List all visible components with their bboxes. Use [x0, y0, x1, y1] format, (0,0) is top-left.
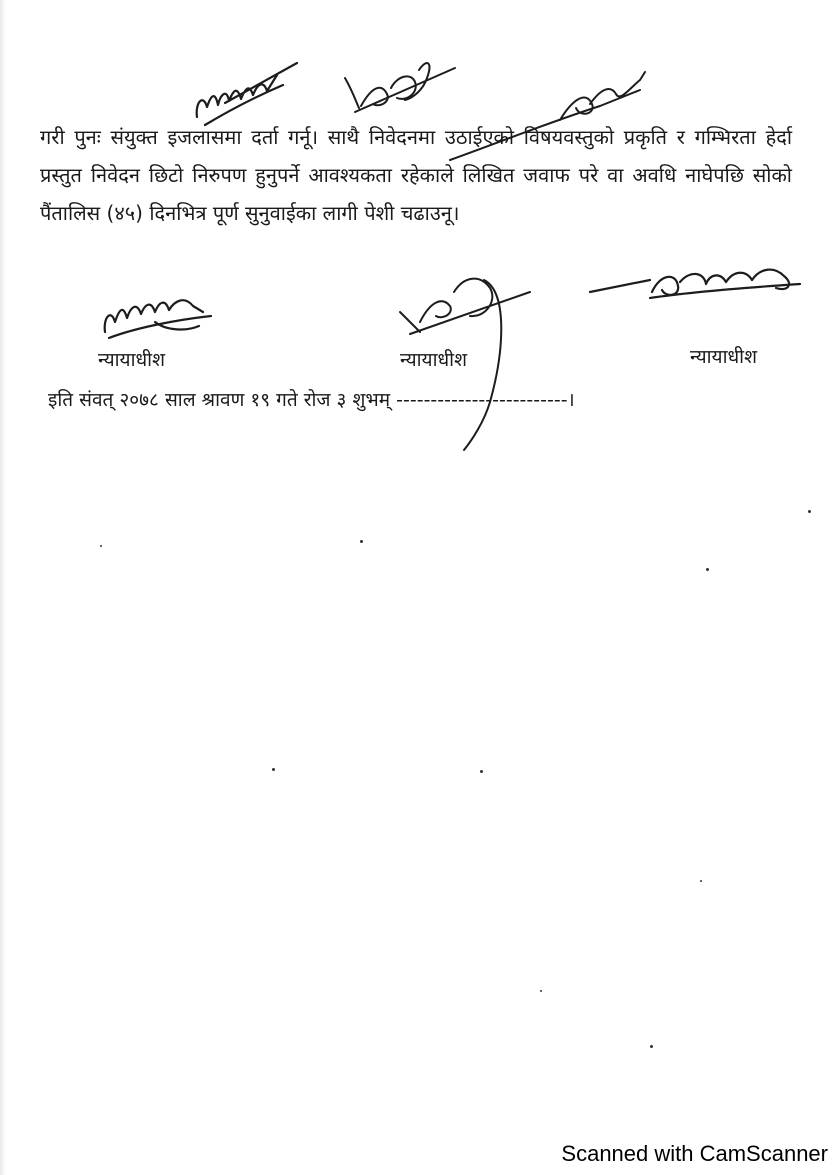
scan-speck — [360, 540, 363, 543]
date-line: इति संवत् २०७८ साल श्रावण १९ गते रोज ३ शुभम् -------------------------। — [48, 389, 575, 411]
scan-speck — [808, 510, 811, 513]
camscanner-watermark: Scanned with CamScanner — [561, 1141, 828, 1166]
scan-speck — [540, 990, 542, 992]
judge-label-1: न्यायाधीश — [98, 349, 166, 371]
scan-speck — [706, 568, 709, 571]
judge-label-3: न्यायाधीश — [690, 346, 758, 368]
scan-speck — [100, 545, 102, 547]
scan-speck — [272, 768, 275, 771]
judge-label-2: न्यायाधीश — [400, 349, 468, 371]
scan-edge-shadow — [0, 0, 6, 1175]
order-paragraph: गरी पुनः संयुक्त इजलासमा दर्ता गर्नू। साथै निवेदनमा उठाईएको विषयवस्तुको प्रकृति र गम्भिरता हेर्दा प्रस्तुत निवेदन छिटो निरुपण हुनुपर्ने आवश्यकता रहेकाले लिखित जवाफ परे वा अवधि नाघेपछि सोको पैंतालिस (४५) दिनभित्र पूर्ण सुनुवाईका लागी पेशी चढाउनू। — [40, 125, 792, 225]
scan-speck — [700, 880, 702, 882]
signature-judge-1 — [95, 282, 225, 352]
scan-speck — [650, 1045, 653, 1048]
scan-speck — [480, 770, 483, 773]
signature-judge-3 — [580, 262, 810, 342]
